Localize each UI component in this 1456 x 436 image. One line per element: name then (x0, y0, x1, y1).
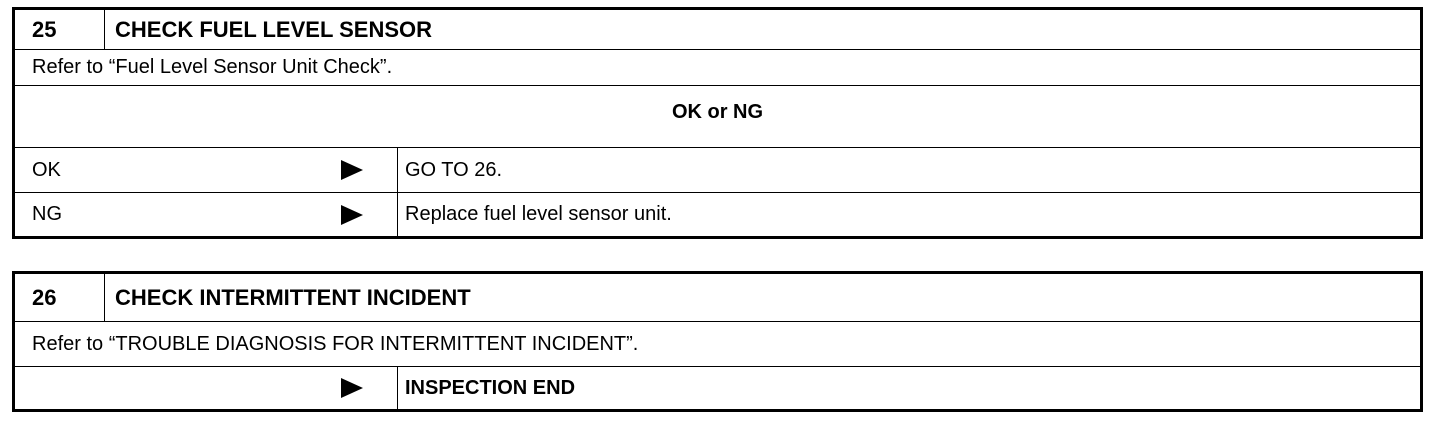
step-instruction: Refer to “Fuel Level Sensor Unit Check”. (32, 56, 393, 78)
outcome-condition: NG (32, 203, 62, 225)
outcome-condition-cell (15, 193, 398, 236)
step-26-block (12, 271, 1423, 412)
right-triangle-arrow-icon (341, 205, 363, 225)
outcome-condition: OK (32, 158, 61, 181)
step-25-header (15, 10, 1420, 50)
outcome-result: INSPECTION END (405, 376, 576, 399)
decision-label: OK or NG (671, 101, 764, 123)
step-25-decision-row (15, 86, 1420, 148)
outcome-condition-cell (15, 367, 398, 409)
step-25-block (12, 7, 1423, 239)
outcome-row-end (15, 367, 1420, 409)
right-triangle-arrow-icon (341, 160, 363, 180)
step-26-header (15, 274, 1420, 322)
outcome-condition-cell (15, 148, 398, 192)
step-25-instruction-row (15, 50, 1420, 86)
step-title: CHECK FUEL LEVEL SENSOR (115, 16, 433, 42)
step-instruction: Refer to “TROUBLE DIAGNOSIS FOR INTERMITTENT INCIDENT”. (32, 332, 639, 355)
step-title: CHECK INTERMITTENT INCIDENT (115, 284, 471, 310)
step-number: 26 (15, 274, 105, 321)
right-triangle-arrow-icon (341, 378, 363, 398)
outcome-row-ok (15, 148, 1420, 193)
outcome-row-ng (15, 193, 1420, 236)
outcome-result: Replace fuel level sensor unit. (405, 203, 672, 225)
outcome-result: GO TO 26. (405, 158, 503, 181)
step-number: 25 (15, 10, 105, 49)
step-26-instruction-row (15, 322, 1420, 367)
